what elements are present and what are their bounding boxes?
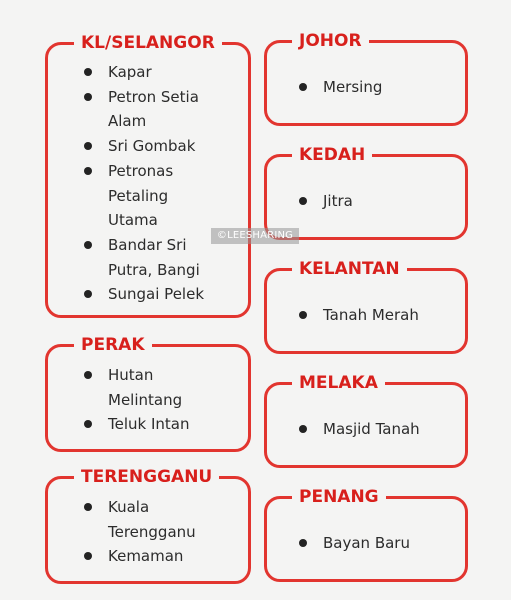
location-text: Kuala [108,498,150,516]
list-item [82,134,204,159]
region-box-melaka [264,373,468,468]
list-item [297,189,353,214]
location-text: Bayan Baru [323,534,410,552]
location-text: Petaling [108,186,169,205]
list-item [297,417,420,442]
location-text: Masjid Tanah [323,420,420,438]
bullet-dot [299,539,307,547]
list-item [82,412,189,437]
location-text: Kemaman [108,547,184,566]
location-list [297,189,353,214]
bullet-dot [84,420,92,428]
location-text: Mersing [323,78,383,96]
bullet-dot [84,290,92,298]
bullet-dot [84,142,92,150]
location-text: Sungai Pelek [108,285,205,304]
location-list [82,363,189,437]
bullet-dot [84,503,92,511]
list-item [297,303,419,328]
bullet-dot [299,425,307,433]
region-box-perak [45,335,251,452]
location-text: Tanah Merah [323,306,419,324]
region-title: KELANTAN [292,257,407,281]
region-title: MELAKA [292,371,385,395]
list-item [82,233,204,282]
watermark: ©LEESHARING [211,228,299,244]
location-text: Putra, Bangi [108,260,200,279]
location-text: Hutan [108,366,154,384]
location-list [82,60,204,307]
location-list [82,495,196,569]
region-box-johor [264,31,468,126]
list-item [82,282,204,307]
region-box-penang [264,487,468,582]
region-title: KL/SELANGOR [74,31,222,55]
bullet-dot [299,83,307,91]
location-text: Sri Gombak [108,137,196,156]
location-text: Melintang [108,390,183,409]
region-box-kl-selangor [45,33,251,318]
list-item [82,363,189,412]
region-title: PERAK [74,333,152,357]
list-item [82,159,204,233]
location-list [297,303,419,328]
list-item [82,495,196,544]
bullet-dot [84,68,92,76]
location-text: Kapar [108,63,152,81]
location-text: Alam [108,112,147,131]
region-title: KEDAH [292,143,372,167]
list-item [297,531,410,556]
location-list [297,417,420,442]
bullet-dot [84,371,92,379]
list-item [82,544,196,569]
location-list [297,75,382,100]
location-list [297,531,410,556]
region-title: JOHOR [292,29,369,53]
bullet-dot [84,93,92,101]
location-text: Utama [108,211,158,230]
location-text: Terengganu [108,522,196,541]
list-item [297,75,382,100]
bullet-dot [84,552,92,560]
list-item [82,85,204,134]
region-title: TERENGGANU [74,465,219,489]
location-text: Teluk Intan [108,415,190,434]
bullet-dot [84,241,92,249]
region-title: PENANG [292,485,386,509]
region-box-terengganu [45,467,251,584]
location-text: Jitra [323,192,353,210]
region-box-kelantan [264,259,468,354]
location-text: Petronas [108,161,174,180]
bullet-dot [299,311,307,319]
location-text: Bandar Sri [108,235,187,254]
list-item [82,60,204,85]
location-text: Petron Setia [108,87,199,106]
bullet-dot [299,197,307,205]
bullet-dot [84,167,92,175]
